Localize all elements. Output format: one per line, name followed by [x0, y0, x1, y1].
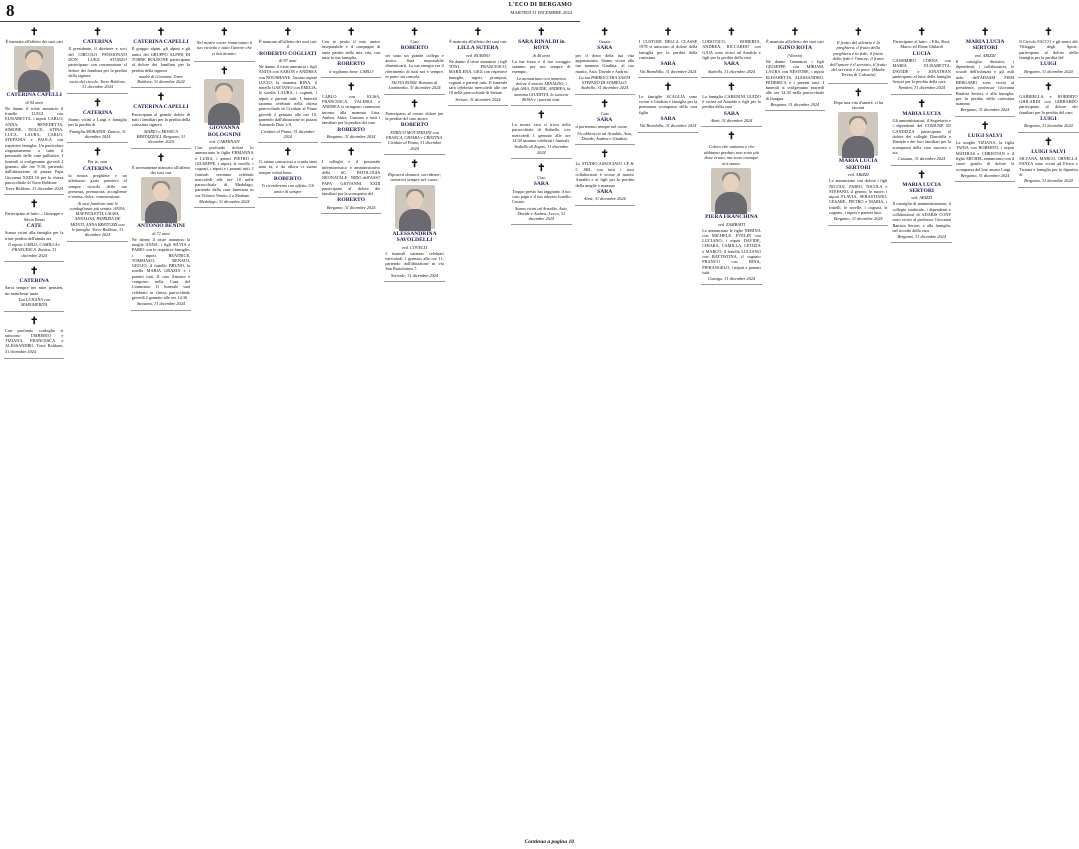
- cross-icon: ✝: [30, 315, 39, 327]
- obituary-notice: [575, 147, 635, 205]
- deceased-subtitle: ved. COVELLI: [401, 244, 428, 250]
- portrait-body: [715, 192, 747, 214]
- obituary-notice: [4, 264, 64, 312]
- portrait-photo: [395, 185, 435, 229]
- cross-icon: ✝: [346, 147, 356, 159]
- portrait-head: [850, 118, 866, 136]
- cross-icon: ✝: [346, 27, 356, 38]
- notice-signature: MARIO e MONICA BERTAZZOLI. Bergamo, 31 dicembre 2024: [136, 128, 186, 145]
- notice-signature: Torre Boldone, 31 dicembre 2024: [5, 186, 64, 192]
- obituary-notice: [4, 197, 64, 261]
- notice-signature: Bergamo, 31 dicembre 2024: [326, 134, 376, 140]
- deceased-subtitle: ved. ARIZZI: [974, 52, 996, 58]
- notice-body: Il consiglio di amministrazione, il collegio sindacale, i dipendenti e collaboratori di ADARIS CONF sono vicini al professor Giovanni Battista Sertori, e alla famiglia, nel ricordo della cara: [892, 201, 951, 233]
- notice-intro: Ciao: [537, 174, 546, 180]
- obituary-notice: [891, 168, 951, 244]
- notice-body: Siamo vicini alla famiglia per la triste perdita dell'amata zia: [5, 230, 64, 241]
- notice-signature: ti vogliamo bene. CARLO: [328, 68, 374, 74]
- cross-icon: ✝: [473, 27, 483, 38]
- notice-signature: Casazza, 31 dicembre 2024: [897, 156, 946, 162]
- notice-intro: Ciao: [410, 39, 419, 44]
- deceased-name: SARA RINALDI in ROTA: [518, 39, 565, 52]
- notice-body: CARLO con ELISA, FRANCESCA, VALERIA e ANDREA si stringono commossi intorno alla mamma Lina, Ambra, Anita, Gaetano e tutti i familiari per la perdita del caro: [321, 93, 381, 126]
- obituary-notice: [131, 151, 191, 311]
- portrait-head: [216, 85, 232, 103]
- deceased-name: CATERINA: [82, 109, 113, 116]
- cross-icon: ✝: [30, 27, 39, 38]
- cross-icon: ✝: [283, 147, 292, 159]
- notice-signature: Bergamo, 31 dicembre 2024: [833, 216, 883, 222]
- portrait-body: [399, 209, 431, 231]
- cross-icon: ✝: [980, 27, 990, 38]
- cross-icon: ✝: [537, 27, 546, 38]
- notice-signature: Stabello, 31 dicembre 2024: [707, 68, 756, 74]
- notice-signature: Medolago, 31 dicembre 2024: [199, 199, 250, 204]
- notice-body: sei stato un grande collega e amico. Sarà impossibile dimenticarti. La tua energia era il riferimento di tutti noi e sempre, in parte, mi consola.: [385, 52, 444, 79]
- cross-icon: ✝: [1044, 27, 1053, 38]
- cross-icon: ✝: [790, 27, 800, 38]
- obituary-notice: [511, 108, 571, 159]
- obituary-notice: [828, 86, 888, 226]
- obituary-notice: [321, 145, 381, 214]
- deceased-name: MARIA LUCIA: [902, 110, 942, 117]
- notice-signature: Bergamo, 31 dicembre 2024: [770, 102, 820, 108]
- column: [67, 25, 127, 835]
- notice-signature: Bergamo, 31 dicembre 2024: [960, 172, 1010, 178]
- deceased-subtitle: ved. ARIZZI: [847, 172, 869, 178]
- portrait-body: [208, 103, 240, 125]
- notice-intro: È mancato all'affetto dei suoi cari: [766, 39, 824, 44]
- notice-body: Ne danno il triste annuncio i figli ANITA con AARON e ANDREA con NOURHANE, l'amato nipote LUCIO, la mamma RINA, il fratello GAETANO con EMILIA, la sorella LAURA, i cognati, i nipoti e parenti tutti. I funerali saranno celebrati nella chiesa parrocchiale di Cividate al Piano giovedì 2 gennaio alle ore 10, partendo dall'abitazione in piazza Armando Diaz 1/A.: [258, 64, 317, 128]
- notice-signature: Val Brembilla, 31 dicembre 2024: [639, 68, 697, 74]
- notice-intro: Partecipano al lutto: – Ello, Rosì, Marco ed Elena Ghilardi: [893, 39, 951, 50]
- notice-body: Lo STUDIO ASSOCIATO CF & C SRL con tutti i suoi collaboratori è vicino al marito Arnaldo e ai figli per la perdita della moglie e mamma: [575, 161, 634, 188]
- notice-signature: Siamo vicini ad Arnaldo, Asia, Davide e Andrea. Lecco, 31 dicembre 2024: [515, 205, 568, 222]
- obituary-notice: [511, 25, 571, 106]
- obituary-notice: [131, 25, 191, 88]
- deceased-name: ROBERTO: [400, 122, 429, 129]
- column: [1018, 25, 1078, 835]
- cross-icon: ✝: [220, 66, 229, 78]
- deceased-subtitle: di 87 anni: [279, 58, 297, 63]
- column: [448, 25, 508, 835]
- deceased-name: GIOVANNA BOLOGNINI: [207, 125, 241, 138]
- notice-signature: Lo annunciano con immenso dolore il marito ARNALDO, i figli ASIA, DAVIDE, ANDREA, la mamma GIUDITTA, la suocera ROSA e i parenti tutti.: [512, 75, 571, 102]
- cross-icon: ✝: [727, 27, 736, 38]
- deceased-name: ROBERTO: [273, 176, 302, 183]
- portrait-photo: [711, 168, 751, 212]
- masthead: [0, 0, 580, 22]
- obituary-notice: [575, 97, 635, 146]
- deceased-name: IGINO ROTA: [777, 45, 812, 52]
- deceased-name: LUIGI SALVI: [967, 132, 1003, 139]
- cross-icon: ✝: [917, 169, 926, 181]
- notice-body: La moglie TIZIANA, la figlia TANIA con ROBERTO, i nipoti MATHIAS e CHRISTIAN e il figlio MICHEL annunciano con il cuore gonfio di dolore la scomparsa del loro amato Luigi.: [955, 140, 1015, 172]
- cross-icon: ✝: [980, 120, 990, 132]
- deceased-name: MARIA LUCIA SERTORI: [965, 39, 1005, 52]
- cross-icon: ✝: [410, 27, 419, 38]
- obituary-notice: [891, 97, 951, 166]
- notice-intro: È mancata all'affetto dei suoi cari: [5, 39, 63, 44]
- deceased-subtitle: di 71 anni: [152, 230, 170, 236]
- obituary-notice: [321, 25, 381, 78]
- cross-icon: ✝: [30, 265, 39, 277]
- notice-signature: Val Brembilla, 31 dicembre 2024: [639, 123, 697, 129]
- notice-body: Ci siamo conosciuti a scuola tanti anni fa, e da allora ci siamo sempre voluti bene.: [258, 159, 317, 175]
- notice-body: ti porteremo sempre nel cuore.: [575, 124, 629, 130]
- obituary-notice: [575, 25, 635, 95]
- deceased-subtitle: ved. ZAMBAITI: [717, 221, 746, 227]
- obituary-notice: [828, 25, 888, 84]
- obituary-notice: [765, 25, 825, 111]
- portrait-photo: [14, 46, 54, 90]
- deceased-name: LUIGI SALVI: [1031, 148, 1066, 155]
- portrait-head: [407, 191, 423, 209]
- cross-icon: ✝: [156, 27, 166, 38]
- obituary-notice: [891, 25, 951, 95]
- notice-body: Lo annunciano le figlie NERINA con MICHELE, EVELIN con LUCIANO, i nipoti DAVIDE, CHIARA, CAMILLA, LETIZIA e MARCO, il fratello LUCIANO con BATTISTINA, il cognato FRANCO con RINA, PIERANGELO, i nipoti e parenti tutti.: [702, 227, 761, 275]
- cross-icon: ✝: [283, 27, 292, 38]
- portrait-photo: [838, 112, 878, 156]
- notice-quote: Coloro che amiamo e che abbiamo perduto non sono più dove erano, ma sono ovunque noi siamo.: [703, 144, 760, 166]
- cross-icon: ✝: [30, 199, 39, 211]
- continue-note[interactable]: Continua a pagina 10: [524, 839, 574, 845]
- notice-intro: È mancato all'affetto dei suoi cari il: [258, 39, 317, 50]
- page-number: 8: [6, 1, 15, 20]
- portrait-body: [842, 136, 874, 158]
- notice-intro: Ciao: [600, 110, 609, 116]
- portrait-body: [145, 201, 177, 223]
- notice-body: I funerali saranno celebrati mercoledì 1 gennaio alle ore 11, partendo dall'abitazione in via San Bartolomeo 7.: [385, 250, 444, 272]
- deceased-name: CATERINA: [82, 165, 113, 172]
- notice-intro: Grazie: [598, 39, 611, 44]
- deceased-name: CATERINA CAPELLI: [133, 39, 189, 45]
- obituary-notice: [1018, 135, 1078, 188]
- cross-icon: ✝: [1044, 136, 1053, 148]
- notice-quote: Nel nostro cuore rimarranno il tuo ricordo e tutto l'amore che ci hai donato.: [196, 40, 253, 56]
- deceased-name: LUIGI: [1040, 61, 1057, 68]
- obituary-columns: [4, 25, 1078, 835]
- notice-body: Lo annunciano con dolore i figli NICOLE, FABIO, NICOLA e STEFANO, il genero, le nuore, i nipoti FLAVIA, SEBASTIANO, CESARE, PIETRO e MARIA, i fratelli, le sorelle, i cognati, le cognate, i nipoti e parenti tutti.: [829, 178, 888, 216]
- obituary-notice: [638, 25, 698, 78]
- column: [828, 25, 888, 835]
- deceased-subtitle: ved. CARMINATI: [209, 139, 240, 145]
- deceased-name: ROBERTO: [337, 61, 365, 68]
- deceased-name: SARA: [597, 188, 613, 195]
- column: [701, 25, 761, 835]
- obituary-notice: [384, 157, 444, 282]
- notice-body: per il dono della tua vita appassionata. Siamo vicini alla tua mamma Giuditta, al tuo marito, Asia, Davide e Andrea.: [575, 52, 634, 74]
- deceased-name: SARA: [597, 117, 613, 124]
- column: [765, 25, 825, 835]
- deceased-name: ROBERTO: [400, 45, 429, 52]
- notice-signature: Tua LUIGINA con MARGHERITA: [18, 296, 51, 308]
- cross-icon: ✝: [410, 98, 419, 110]
- deceased-name: MARIA LUCIA SERTORI: [902, 181, 942, 194]
- notice-intro: È mancata all'affetto dei suoi cari: [449, 39, 507, 44]
- notice-signature: Almè, 31 dicembre 2024: [583, 196, 626, 202]
- obituary-notice: [384, 97, 444, 155]
- cross-icon: ✝: [663, 27, 673, 38]
- cross-icon: ✝: [600, 149, 609, 161]
- obituary-notice: [1018, 80, 1078, 133]
- obituary-notice: [701, 25, 761, 78]
- portrait-photo: [141, 177, 181, 221]
- notice-signature: SILVIA ROSSI. Romano di Lombardia, 31 dicembre 2024: [388, 80, 441, 91]
- notice-body: la nostra preghiera e un affettuoso grato pensiero al sempre ricordo della tua presenza, premurosa, accogliente e serena, dolce, commossione.: [68, 173, 127, 200]
- obituary-notice: [67, 25, 127, 94]
- cross-icon: ✝: [600, 27, 609, 38]
- publication-date: MARTEDÌ 31 DICEMBRE 2024: [510, 10, 572, 15]
- notice-signature: Nembro, 31 dicembre 2024: [898, 85, 946, 91]
- cross-icon: ✝: [727, 81, 736, 93]
- notice-body: La tua forza e il tuo coraggio saranno per noi sempre di esempio.: [512, 58, 571, 75]
- notice-signature: ENRICO MOTTERLINI con FRANCA, CHIARA e CRISTINA. Cividate al Piano, 31 dicembre 2024: [385, 129, 444, 151]
- notice-body: Partecipano al grande dolore di tutti i familiari per la perdita della carissima signora: [131, 111, 191, 128]
- notice-body: Ne danno l'annuncio i figli GIUSEPPE con MIRIAM, LAURA con NESTORE, i nipoti ELISABETTA, ALESSANDRO, FEDERICA e i parenti tutti. I funerali si svolgeranno martedì alle ore 14.30 nella parrocchiale di Imagna.: [765, 58, 825, 101]
- deceased-name: ANTONIO BENINI: [137, 223, 185, 230]
- notice-signature: Bergamo, 31 dicembre 2024: [1024, 178, 1073, 184]
- obituary-notice: [258, 145, 318, 198]
- portrait-head: [26, 52, 42, 70]
- notice-body: GABRIELLA e ROBERTO GHILARDI con GHIRARDO partecipano al dolore dei familiari per la perdita del caro: [1019, 93, 1078, 115]
- cross-icon: ✝: [663, 81, 673, 93]
- cross-icon: ✝: [410, 158, 419, 170]
- deceased-subtitle: (Vitoria): [787, 52, 803, 58]
- notice-signature: Seriate, 31 dicembre 2024: [455, 96, 501, 102]
- obituary-notice: [1018, 25, 1078, 78]
- notice-intro: Dopo una vita d'amore, ci ha lasciati: [833, 99, 883, 111]
- notice-signature: Bergamo, 31 dicembre 2024: [326, 204, 376, 210]
- notice-signature: Ti ricorderemo con affetto. Gli amici di sempre: [261, 183, 315, 194]
- obituary-notice: [955, 119, 1015, 182]
- column: [575, 25, 635, 835]
- cross-icon: ✝: [93, 27, 102, 38]
- deceased-name: LILLA SUTERA: [457, 45, 499, 52]
- notice-signature: socia del circolo. Torre Boldone, 31 dicembre 2024: [69, 79, 126, 90]
- deceased-name: CATERINA: [19, 277, 49, 284]
- notice-body: Con te perdo il mio amico inseparabile e il compagno di tante partite nella mia vita, con tutta la sua famiglia.: [321, 39, 381, 60]
- notice-body: La famiglia CARENINI GUIDO è vicina ad Arnaldo e figli per la perdita della cara: [702, 93, 761, 110]
- column: [4, 25, 64, 835]
- column: [384, 25, 444, 835]
- column: [258, 25, 318, 835]
- deceased-name: PIERA FRANCHINA: [705, 214, 758, 221]
- obituary-notice: [258, 25, 318, 143]
- portrait-head: [153, 183, 169, 201]
- notice-quote: Il frutto del silenzio è la preghiera, il frutto della preghiera è la fede, il frutto della fede è l'amore, il frutto dell'amore è il servizio, il frutto del servizio è la pace. (Madre Teresa di Calcutta): [829, 40, 887, 78]
- notice-body: Il consiglio direttivo, i dipendenti, i collaboratori, le scuole dell'infanzia e gli asili nido dell'ADASM FISM BERGAMO sono vicini al presidente, professor Giovanni Battista Sertori, e alla famiglia, per la perdita della carissima mamma: [955, 58, 1015, 107]
- notice-body: Le famiglie SCAGLIA sono vicine a Giuditta e famiglia per la prematura scomparsa della cara figlia: [638, 93, 698, 115]
- notice-body: Sarai sempre nei miei pensieri, mi mancherai tanto.: [5, 285, 64, 296]
- notice-signature: Sorisole, 31 dicembre 2024: [390, 272, 439, 278]
- cross-icon: ✝: [727, 131, 736, 143]
- deceased-name: SARA: [660, 116, 676, 123]
- notice-signature: La tua PARROCCHIA SANTA STEFANO DI STABELLO. Stabello, 31 dicembre 2024: [578, 74, 631, 91]
- column: [321, 25, 381, 835]
- deceased-subtitle: di 46 anni: [532, 52, 551, 58]
- deceased-name: MARIA LUCIA SERTORI: [838, 158, 878, 171]
- deceased-name: ROBERTO COGLIATI: [259, 50, 317, 57]
- notice-signature: Bergamo, 31 dicembre 2024: [960, 107, 1010, 113]
- column: [638, 25, 698, 835]
- portrait-head: [723, 174, 739, 192]
- cross-icon: ✝: [1044, 81, 1053, 93]
- notice-signature: madre di Giovanni. Torre Boldone, 31 dicembre 2024: [137, 73, 185, 85]
- notice-body: Partecipano al vostro dolore per la perdita del caro amico: [385, 110, 444, 122]
- deceased-subtitle: ved. ARIZZI: [911, 195, 933, 201]
- deceased-name: CATERINA CAPELLI: [6, 92, 62, 99]
- notice-body: Il gruppo alpini, gli alpini e gli amici del GRUPPO ALPINI DI TORRE BOLDONE partecipano al dolore dei familiari per la perdita della signora: [131, 46, 191, 73]
- obituary-notice: [384, 25, 444, 95]
- column: [131, 25, 191, 835]
- notice-signature: Stabello di Zogno, 31 dicembre 2024: [514, 144, 569, 155]
- notice-body: I CUSTODI DELLA CLASSE 1978 si uniscono al dolore della famiglia per la perdita della carissima: [638, 39, 698, 60]
- cross-icon: ✝: [537, 162, 546, 174]
- deceased-name: CATE: [26, 223, 42, 230]
- obituary-notice: [321, 80, 381, 143]
- column: [511, 25, 571, 835]
- obituary-notice: [67, 96, 127, 144]
- deceased-name: ROBERTO: [337, 197, 365, 204]
- obituary-notice: [448, 25, 508, 106]
- cross-icon: ✝: [917, 27, 926, 38]
- notice-signature: Stezzano, 31 dicembre 2024: [136, 301, 185, 307]
- notice-body: Il presidente, il direttore e soci del CIRCOLO PENSIONATI DON LUIGI STURZO partecipano con commozione al dolore dei familiari per la perdita della signora: [68, 46, 127, 78]
- cross-icon: ✝: [537, 110, 546, 122]
- portrait-body: [18, 70, 50, 92]
- deceased-name: LUIGI: [1040, 116, 1057, 123]
- notice-body: Ne danno il triste annuncio la moglie ANNA, i figli SILVIA e FABIO con le rispettive famiglie, i nipoti BEATRICE, TOMMASO, RENATO, GIULIO, il fratello BRUNO, la sorella MARIA GRAZIA e i parenti tutti. Il caro Antonio è composto nella Casa del Commiato. Il funerale sarà celebrato in chiesa parrocchiale giovedì 2 gennaio alle ore 14.30.: [131, 236, 191, 300]
- cross-icon: ✝: [93, 97, 102, 109]
- notice-signature: Bergamo, 31 dicembre 2024: [897, 234, 946, 240]
- cross-icon: ✝: [600, 98, 609, 110]
- deceased-subtitle: di 94 anni: [25, 99, 43, 105]
- deceased-name: LUCIA: [912, 50, 931, 57]
- obituary-notice: [194, 64, 254, 208]
- deceased-name: SARA: [723, 110, 740, 117]
- deceased-name: ALESSANDRINA SAVOLDELLI: [392, 230, 437, 244]
- obituary-notice: [701, 129, 761, 285]
- notice-body: Con profondo cordoglio si uniscono UMBERTO e TIZIANA, FRANCESCA e ALESSANDRO. Torre Boldone, 31 dicembre 2024: [5, 327, 64, 354]
- deceased-name: SARA: [533, 181, 549, 188]
- notice-signature: Famiglia MORANDI. Zanica, 31 dicembre 2024: [69, 128, 126, 140]
- deceased-subtitle: ved. RUBINO: [465, 52, 490, 58]
- cross-icon: ✝: [156, 152, 166, 164]
- column: [891, 25, 951, 835]
- cross-icon: ✝: [854, 27, 863, 38]
- notice-body: La nostra cara si trova nella parrocchiale di Stabello, ove mercoledì 1 gennaio alle ore 14.30 saranno celebrati i funerali.: [512, 122, 571, 144]
- column: [955, 25, 1015, 835]
- notice-signature: Ai suoi familiari tutti le condoglianze più sentite. ANNA, MAFFIOLETTI, LAURA, ANNALISA, PATRIZIA DE MONTI, ANNA BERTUZZI con le famiglie. Torre Boldone, 31 dicembre 2024: [69, 200, 126, 238]
- cross-icon: ✝: [854, 87, 863, 99]
- deceased-name: SARA: [660, 61, 676, 68]
- obituary-notice: [701, 80, 761, 128]
- notice-intro: Per te, cara: [87, 159, 108, 165]
- deceased-name: SARA: [723, 61, 740, 68]
- obituary-notice: [67, 145, 127, 241]
- deceased-name: CATERINA: [82, 39, 113, 45]
- notice-body: SILVANA, MARCO, ORNELLA FANZA sono vicini ad Elvira e Tiziana e famiglia per la dipartita di: [1019, 156, 1078, 178]
- portrait-photo: [204, 79, 244, 123]
- notice-body: Ne danno il triste annuncio i figli TONI, FRANCESCO, MARILENA, GIGI con rispettive famiglie, nipoti, pronipoti, cognati e parenti tutti. Il funerale sarà celebrato mercoledì alle ore 10 nella parrocchiale di Seriate.: [448, 58, 508, 96]
- notice-signature: Cividate al Piano, 31 dicembre 2024: [260, 128, 315, 139]
- notice-signature: Un abbraccio ad Arnaldo, Asia, Davide, Andrea e Giuditta.: [577, 130, 633, 142]
- notice-body: Troppo presto hai raggiunto il tuo caro papà e il tuo adorato fratello Cesare.: [512, 188, 571, 205]
- notice-body: Siamo vicini a Luigi e famiglia per la perdita di: [68, 117, 127, 128]
- notice-signature: Il nipote CARLO, CAMILLA e FRANCESCA. Zanica, 31 dicembre 2024: [8, 242, 61, 258]
- notice-signature: Bergamo, 31 dicembre 2024: [1024, 123, 1073, 129]
- cross-icon: ✝: [346, 81, 356, 93]
- deceased-name: CATERINA CAPELLI: [133, 104, 189, 111]
- notice-body: Gli amministratori, il Segretario e i dipendenti del COMUNE DI CANDIZZA partecipano al dolore dei colleghi Domitilla e Daniele e dei loro familiari per la scomparsa della cara suocera e zia: [892, 118, 951, 155]
- obituary-notice: [4, 314, 64, 359]
- notice-signature: Almè, 31 dicembre 2024: [710, 118, 753, 124]
- notice-signature: Casnigo, 31 dicembre 2024: [707, 276, 756, 282]
- column: [194, 25, 254, 835]
- obituary-notice: [638, 80, 698, 133]
- notice-body: LODOVICO, ROBERTA, ANDREA, RICCARDO con GAIA sono vicini ad Arnaldo e figli per la perdita della cara: [702, 39, 761, 60]
- deceased-name: SARA: [597, 45, 613, 52]
- notice-body: Ne danno il triste annuncio il fratello LUIGI con ELISABETTA, i nipoti CARLO, ANNA, BENEDETTA, SIMONE, DOLCE, STINA, LUCA, LAURA, CARLO, STEFANIA e PAOLA con rispettive famiglie. Un particolare ringraziamento a tutto il personale delle cure palliative. I funerali si svolgeranno giovedì 2 gennaio alle ore 9.30, partendo dall'abitazione di piazza Papa Giovanni XXIII 16 per la chiesa parrocchiale di Torre Boldone.: [5, 105, 64, 185]
- cross-icon: ✝: [917, 98, 926, 110]
- notice-body: CASSIMIRO CORNA con MARIA ELISABETTA, DAVIDE e JONATHAN partecipano al lutto della famiglia Sertori per la perdita della cara: [892, 58, 951, 85]
- obituary-notice: [194, 25, 254, 62]
- cross-icon: ✝: [220, 27, 229, 38]
- notice-quote: Riposerà domani, sorridente; rimarrai sempre nel cuore.: [387, 171, 442, 183]
- notice-body: Il Circolo FACCO e gli amici del Villaggio degli Sposi, partecipano al dolore della famiglia per la perdita del: [1019, 39, 1078, 60]
- notice-body: I colleghi e il personale infermieristico e amministrativo della SC PATOLOGIA NEONATALE - NIDO dell'ASST PAPA GIOVANNI XXIII partecipano al dolore dei familiari per la scomparsa del: [321, 159, 381, 197]
- notice-body: Con profondo dolore lo annunciano le figlie ERMANNA e LUISA, i generi PIETRO e GIUSEPPE, i nipoti, le sorelle, i cognati, i nipoti e i parenti tutti. I funerali verranno celebrati mercoledì alle ore 10 nella parrocchiale di Medolago, partendo dalla casa funeraria in via Vittorio Veneto 2 a Madone.: [195, 145, 254, 198]
- obituary-notice: [4, 25, 64, 195]
- publication-name: L'ECO DI BERGAMO: [508, 2, 572, 8]
- notice-intro: È serenamente mancato all'affetto dei suoi cari: [131, 164, 191, 175]
- obituary-notice: [131, 90, 191, 148]
- notice-signature: Bergamo, 31 dicembre 2024: [1024, 68, 1073, 74]
- deceased-name: ROBERTO: [337, 126, 365, 133]
- obituary-notice: [955, 25, 1015, 117]
- cross-icon: ✝: [93, 147, 102, 159]
- obituary-notice: [511, 161, 571, 225]
- cross-icon: ✝: [156, 92, 166, 104]
- notice-intro: Partecipano al lutto: – Giuseppe e Silvio Rezzi: [5, 211, 64, 222]
